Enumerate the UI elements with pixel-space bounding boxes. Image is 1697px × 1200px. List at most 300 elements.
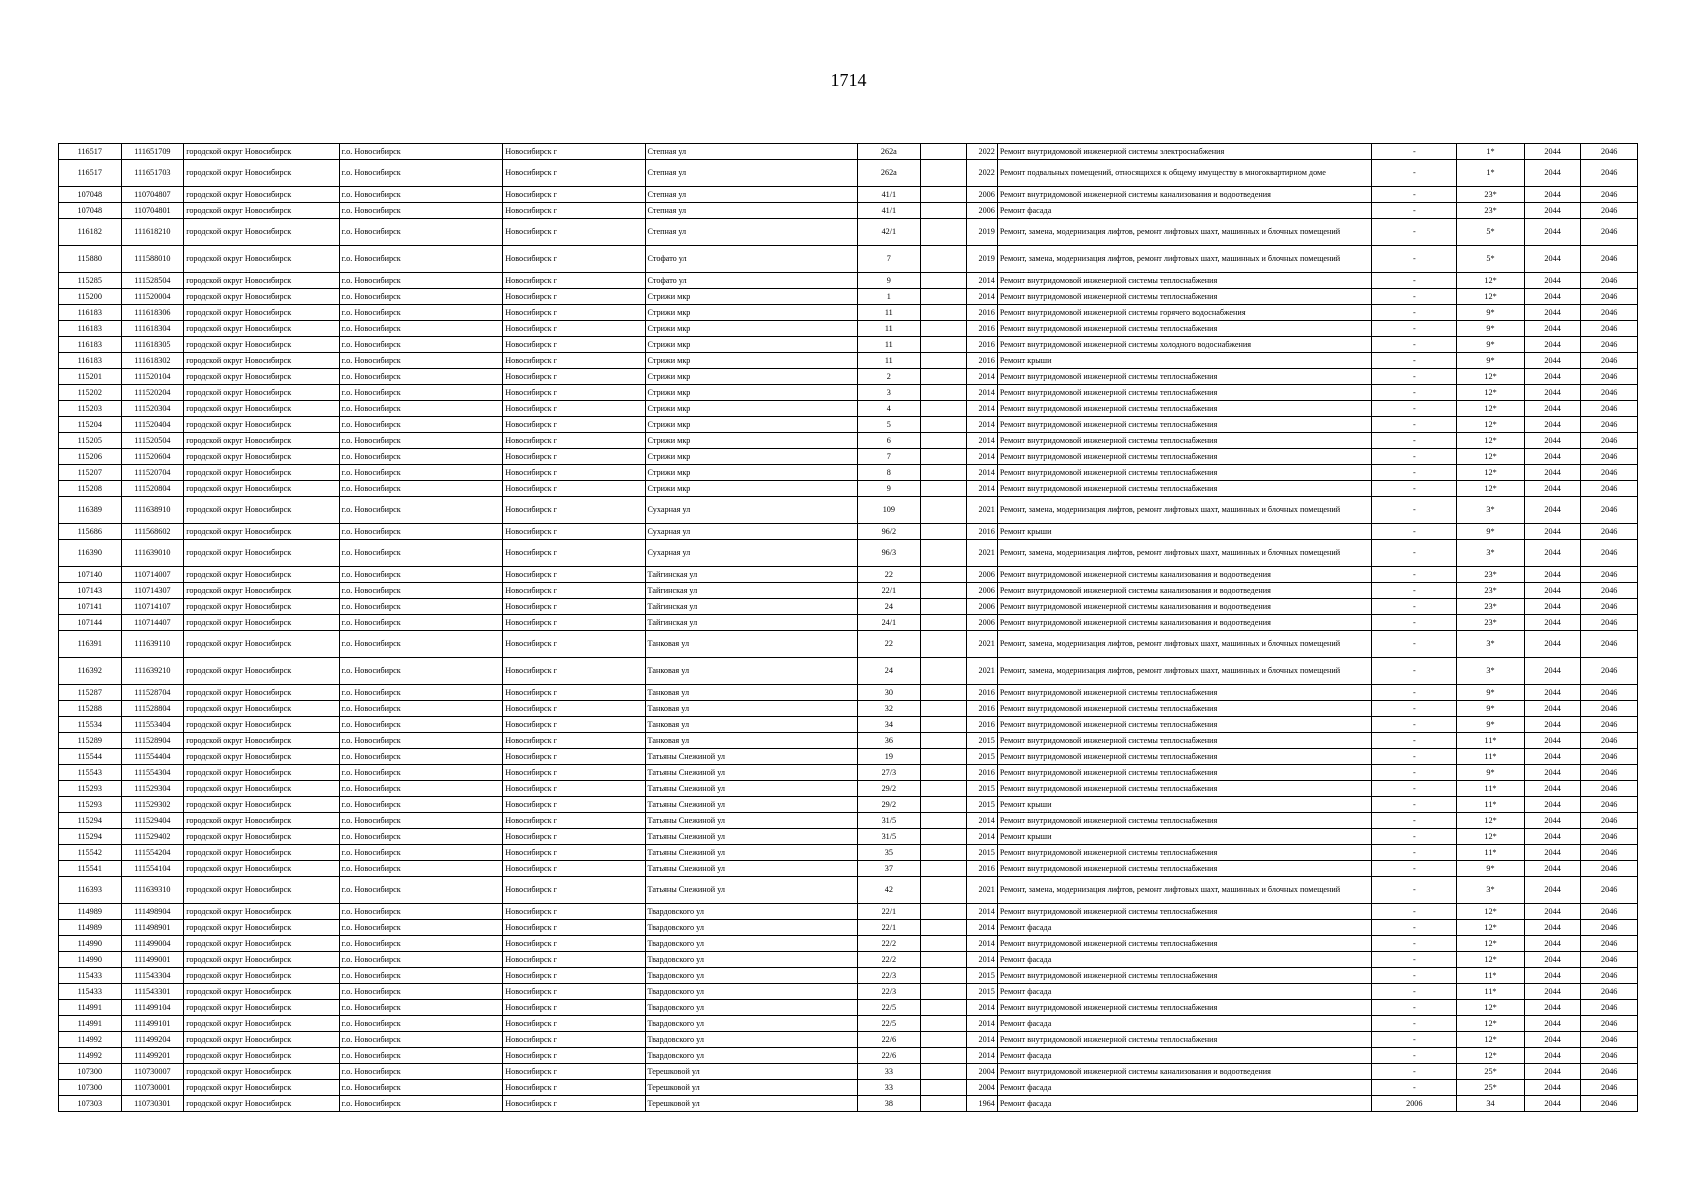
year-built-cell: 2015 [966,797,997,813]
building-cell [921,658,966,685]
house-id-cell: 115287 [59,685,122,701]
plan-year-start-cell: 2044 [1524,465,1581,481]
work-type-cell: Ремонт внутридомовой инженерной системы канализования и водоотведения [997,583,1372,599]
building-cell [921,701,966,717]
municipal-district-cell: городской округ Новосибирск [184,615,339,631]
municipality-cell: г.о. Новосибирск [339,861,503,877]
plan-year-end-cell: 2046 [1581,321,1638,337]
service-years-cell: 12* [1457,1048,1525,1064]
service-years-cell: 5* [1457,219,1525,246]
building-cell [921,144,966,160]
year-built-cell: 2004 [966,1064,997,1080]
municipality-cell: г.о. Новосибирск [339,1032,503,1048]
municipal-district-cell: городской округ Новосибирск [184,160,339,187]
plan-year-end-cell: 2046 [1581,289,1638,305]
work-type-cell: Ремонт внутридомовой инженерной системы теплоснабжения [997,273,1372,289]
house-id-cell: 115433 [59,968,122,984]
work-type-cell: Ремонт, замена, модернизация лифтов, ремонт лифтовых шахт, машинных и блочных помещений [997,631,1372,658]
last-repair-year-cell: - [1372,829,1457,845]
year-built-cell: 2014 [966,433,997,449]
work-type-cell: Ремонт внутридомовой инженерной системы канализования и водоотведения [997,1064,1372,1080]
last-repair-year-cell: - [1372,685,1457,701]
last-repair-year-cell: - [1372,1064,1457,1080]
year-built-cell: 2015 [966,845,997,861]
work-type-cell: Ремонт внутридомовой инженерной системы канализования и водоотведения [997,567,1372,583]
plan-year-end-cell: 2046 [1581,160,1638,187]
work-type-cell: Ремонт фасада [997,1096,1372,1112]
municipality-cell: г.о. Новосибирск [339,829,503,845]
house-number-cell: 9 [857,481,921,497]
item-code-cell: 111639210 [121,658,184,685]
municipality-cell: г.о. Новосибирск [339,749,503,765]
plan-year-start-cell: 2044 [1524,615,1581,631]
building-cell [921,1096,966,1112]
item-code-cell: 111520004 [121,289,184,305]
building-cell [921,877,966,904]
service-years-cell: 12* [1457,385,1525,401]
house-id-cell: 116183 [59,337,122,353]
building-cell [921,829,966,845]
item-code-cell: 111499201 [121,1048,184,1064]
street-cell: Стрижи мкр [645,321,857,337]
municipality-cell: г.о. Новосибирск [339,321,503,337]
service-years-cell: 12* [1457,952,1525,968]
building-cell [921,433,966,449]
house-id-cell: 116517 [59,144,122,160]
table-row [59,321,1638,337]
locality-cell: Новосибирск г [503,984,645,1000]
item-code-cell: 111528904 [121,733,184,749]
municipal-district-cell: городской округ Новосибирск [184,187,339,203]
work-type-cell: Ремонт внутридомовой инженерной системы теплоснабжения [997,968,1372,984]
street-cell: Твардовского ул [645,1016,857,1032]
year-built-cell: 2019 [966,219,997,246]
building-cell [921,904,966,920]
building-cell [921,1048,966,1064]
plan-year-end-cell: 2046 [1581,877,1638,904]
plan-year-end-cell: 2046 [1581,685,1638,701]
house-id-cell: 107048 [59,187,122,203]
work-type-cell: Ремонт внутридомовой инженерной системы канализования и водоотведения [997,615,1372,631]
building-cell [921,449,966,465]
locality-cell: Новосибирск г [503,385,645,401]
municipal-district-cell: городской округ Новосибирск [184,984,339,1000]
street-cell: Татьяны Снежиной ул [645,861,857,877]
house-number-cell: 22/2 [857,952,921,968]
municipal-district-cell: городской округ Новосибирск [184,449,339,465]
municipal-district-cell: городской округ Новосибирск [184,289,339,305]
year-built-cell: 2016 [966,765,997,781]
item-code-cell: 111520504 [121,433,184,449]
plan-year-start-cell: 2044 [1524,658,1581,685]
plan-year-start-cell: 2044 [1524,433,1581,449]
house-id-cell: 115880 [59,246,122,273]
locality-cell: Новосибирск г [503,1016,645,1032]
municipality-cell: г.о. Новосибирск [339,401,503,417]
municipal-district-cell: городской округ Новосибирск [184,1032,339,1048]
service-years-cell: 23* [1457,567,1525,583]
house-id-cell: 115285 [59,273,122,289]
plan-year-end-cell: 2046 [1581,1080,1638,1096]
municipal-district-cell: городской округ Новосибирск [184,385,339,401]
municipality-cell: г.о. Новосибирск [339,904,503,920]
service-years-cell: 25* [1457,1080,1525,1096]
table-row [59,781,1638,797]
municipality-cell: г.о. Новосибирск [339,540,503,567]
plan-year-end-cell: 2046 [1581,219,1638,246]
municipal-district-cell: городской округ Новосибирск [184,829,339,845]
service-years-cell: 9* [1457,765,1525,781]
municipality-cell: г.о. Новосибирск [339,481,503,497]
table-row [59,465,1638,481]
locality-cell: Новосибирск г [503,497,645,524]
item-code-cell: 111543301 [121,984,184,1000]
street-cell: Сухарная ул [645,497,857,524]
plan-year-start-cell: 2044 [1524,1000,1581,1016]
work-type-cell: Ремонт внутридомовой инженерной системы теплоснабжения [997,321,1372,337]
plan-year-end-cell: 2046 [1581,631,1638,658]
last-repair-year-cell: - [1372,1032,1457,1048]
table-row [59,599,1638,615]
house-number-cell: 7 [857,449,921,465]
locality-cell: Новосибирск г [503,1048,645,1064]
plan-year-end-cell: 2046 [1581,481,1638,497]
year-built-cell: 2014 [966,465,997,481]
municipal-district-cell: городской округ Новосибирск [184,861,339,877]
last-repair-year-cell: - [1372,615,1457,631]
plan-year-end-cell: 2046 [1581,615,1638,631]
year-built-cell: 2021 [966,658,997,685]
house-number-cell: 96/2 [857,524,921,540]
plan-year-start-cell: 2044 [1524,497,1581,524]
service-years-cell: 12* [1457,289,1525,305]
locality-cell: Новосибирск г [503,1064,645,1080]
year-built-cell: 2022 [966,160,997,187]
item-code-cell: 110730301 [121,1096,184,1112]
street-cell: Тайгинская ул [645,567,857,583]
locality-cell: Новосибирск г [503,353,645,369]
house-number-cell: 11 [857,353,921,369]
service-years-cell: 9* [1457,701,1525,717]
plan-year-end-cell: 2046 [1581,952,1638,968]
house-id-cell: 115207 [59,465,122,481]
year-built-cell: 2014 [966,289,997,305]
work-type-cell: Ремонт, замена, модернизация лифтов, ремонт лифтовых шахт, машинных и блочных помещений [997,497,1372,524]
year-built-cell: 2021 [966,540,997,567]
year-built-cell: 2021 [966,877,997,904]
municipality-cell: г.о. Новосибирск [339,1048,503,1064]
municipal-district-cell: городской округ Новосибирск [184,353,339,369]
plan-year-end-cell: 2046 [1581,583,1638,599]
house-number-cell: 262а [857,144,921,160]
street-cell: Терешковой ул [645,1096,857,1112]
plan-year-end-cell: 2046 [1581,936,1638,952]
plan-year-end-cell: 2046 [1581,813,1638,829]
work-type-cell: Ремонт внутридомовой инженерной системы электроснабжения [997,144,1372,160]
item-code-cell: 111554204 [121,845,184,861]
street-cell: Татьяны Снежиной ул [645,829,857,845]
table-row [59,497,1638,524]
building-cell [921,765,966,781]
work-type-cell: Ремонт фасада [997,1080,1372,1096]
building-cell [921,289,966,305]
item-code-cell: 111529304 [121,781,184,797]
table-row [59,273,1638,289]
plan-year-start-cell: 2044 [1524,203,1581,219]
municipality-cell: г.о. Новосибирск [339,717,503,733]
house-number-cell: 38 [857,1096,921,1112]
municipality-cell: г.о. Новосибирск [339,524,503,540]
municipality-cell: г.о. Новосибирск [339,497,503,524]
plan-year-end-cell: 2046 [1581,1016,1638,1032]
item-code-cell: 111554404 [121,749,184,765]
plan-year-end-cell: 2046 [1581,701,1638,717]
service-years-cell: 12* [1457,1000,1525,1016]
street-cell: Твардовского ул [645,968,857,984]
municipality-cell: г.о. Новосибирск [339,246,503,273]
locality-cell: Новосибирск г [503,203,645,219]
house-number-cell: 36 [857,733,921,749]
item-code-cell: 111651709 [121,144,184,160]
last-repair-year-cell: - [1372,524,1457,540]
street-cell: Твардовского ул [645,1032,857,1048]
year-built-cell: 2016 [966,685,997,701]
street-cell: Сухарная ул [645,540,857,567]
work-type-cell: Ремонт фасада [997,920,1372,936]
municipality-cell: г.о. Новосибирск [339,289,503,305]
building-cell [921,465,966,481]
item-code-cell: 111499004 [121,936,184,952]
street-cell: Твардовского ул [645,920,857,936]
plan-year-end-cell: 2046 [1581,246,1638,273]
municipality-cell: г.о. Новосибирск [339,369,503,385]
house-id-cell: 114989 [59,920,122,936]
table-row [59,289,1638,305]
building-cell [921,273,966,289]
item-code-cell: 111553404 [121,717,184,733]
municipal-district-cell: городской округ Новосибирск [184,749,339,765]
house-number-cell: 24 [857,658,921,685]
locality-cell: Новосибирск г [503,733,645,749]
street-cell: Татьяны Снежиной ул [645,749,857,765]
table-row [59,765,1638,781]
municipal-district-cell: городской округ Новосибирск [184,813,339,829]
plan-year-start-cell: 2044 [1524,685,1581,701]
table-row [59,733,1638,749]
municipal-district-cell: городской округ Новосибирск [184,219,339,246]
service-years-cell: 12* [1457,481,1525,497]
building-cell [921,203,966,219]
plan-year-start-cell: 2044 [1524,1016,1581,1032]
last-repair-year-cell: - [1372,631,1457,658]
locality-cell: Новосибирск г [503,845,645,861]
year-built-cell: 2014 [966,385,997,401]
house-number-cell: 29/2 [857,781,921,797]
item-code-cell: 111520604 [121,449,184,465]
work-type-cell: Ремонт внутридомовой инженерной системы теплоснабжения [997,289,1372,305]
building-cell [921,401,966,417]
municipal-district-cell: городской округ Новосибирск [184,685,339,701]
municipal-district-cell: городской округ Новосибирск [184,1080,339,1096]
service-years-cell: 23* [1457,583,1525,599]
year-built-cell: 2015 [966,968,997,984]
last-repair-year-cell: - [1372,401,1457,417]
plan-year-start-cell: 2044 [1524,845,1581,861]
work-type-cell: Ремонт внутридомовой инженерной системы теплоснабжения [997,449,1372,465]
house-number-cell: 22/6 [857,1032,921,1048]
plan-year-end-cell: 2046 [1581,658,1638,685]
last-repair-year-cell: - [1372,984,1457,1000]
plan-year-start-cell: 2044 [1524,733,1581,749]
item-code-cell: 111618210 [121,219,184,246]
table-row [59,567,1638,583]
last-repair-year-cell: - [1372,1016,1457,1032]
plan-year-start-cell: 2044 [1524,321,1581,337]
municipality-cell: г.о. Новосибирск [339,631,503,658]
municipal-district-cell: городской округ Новосибирск [184,273,339,289]
year-built-cell: 2015 [966,749,997,765]
table-row [59,1080,1638,1096]
table-row [59,1048,1638,1064]
house-id-cell: 115289 [59,733,122,749]
house-number-cell: 109 [857,497,921,524]
house-id-cell: 115205 [59,433,122,449]
plan-year-start-cell: 2044 [1524,401,1581,417]
house-number-cell: 24 [857,599,921,615]
house-number-cell: 22 [857,631,921,658]
work-type-cell: Ремонт внутридомовой инженерной системы теплоснабжения [997,749,1372,765]
plan-year-end-cell: 2046 [1581,1032,1638,1048]
house-number-cell: 22/2 [857,936,921,952]
house-id-cell: 115206 [59,449,122,465]
municipal-district-cell: городской округ Новосибирск [184,369,339,385]
service-years-cell: 12* [1457,920,1525,936]
house-number-cell: 22/6 [857,1048,921,1064]
plan-year-start-cell: 2044 [1524,353,1581,369]
municipal-district-cell: городской округ Новосибирск [184,765,339,781]
service-years-cell: 9* [1457,524,1525,540]
year-built-cell: 2021 [966,497,997,524]
municipal-district-cell: городской округ Новосибирск [184,845,339,861]
service-years-cell: 12* [1457,904,1525,920]
municipal-district-cell: городской округ Новосибирск [184,797,339,813]
house-id-cell: 114992 [59,1048,122,1064]
municipality-cell: г.о. Новосибирск [339,765,503,781]
item-code-cell: 110730007 [121,1064,184,1080]
year-built-cell: 2015 [966,733,997,749]
street-cell: Твардовского ул [645,1000,857,1016]
street-cell: Стрижи мкр [645,353,857,369]
building-cell [921,583,966,599]
table-row [59,968,1638,984]
house-id-cell: 115544 [59,749,122,765]
service-years-cell: 9* [1457,685,1525,701]
plan-year-end-cell: 2046 [1581,273,1638,289]
work-type-cell: Ремонт внутридомовой инженерной системы теплоснабжения [997,1032,1372,1048]
house-number-cell: 22/1 [857,583,921,599]
work-type-cell: Ремонт подвальных помещений, относящихся к общему имуществу в многоквартирном доме [997,160,1372,187]
plan-year-start-cell: 2044 [1524,829,1581,845]
municipal-district-cell: городской округ Новосибирск [184,1064,339,1080]
item-code-cell: 110704807 [121,187,184,203]
building-cell [921,305,966,321]
plan-year-start-cell: 2044 [1524,289,1581,305]
house-number-cell: 11 [857,305,921,321]
plan-year-end-cell: 2046 [1581,144,1638,160]
locality-cell: Новосибирск г [503,540,645,567]
street-cell: Терешковой ул [645,1064,857,1080]
last-repair-year-cell: - [1372,877,1457,904]
plan-year-start-cell: 2044 [1524,904,1581,920]
plan-year-end-cell: 2046 [1581,797,1638,813]
locality-cell: Новосибирск г [503,321,645,337]
plan-year-end-cell: 2046 [1581,567,1638,583]
municipal-district-cell: городской округ Новосибирск [184,465,339,481]
locality-cell: Новосибирск г [503,289,645,305]
locality-cell: Новосибирск г [503,1096,645,1112]
street-cell: Татьяны Снежиной ул [645,797,857,813]
table-row [59,845,1638,861]
locality-cell: Новосибирск г [503,813,645,829]
house-id-cell: 115293 [59,781,122,797]
last-repair-year-cell: - [1372,765,1457,781]
year-built-cell: 2006 [966,615,997,631]
house-id-cell: 115202 [59,385,122,401]
house-id-cell: 116391 [59,631,122,658]
plan-year-end-cell: 2046 [1581,968,1638,984]
locality-cell: Новосибирск г [503,952,645,968]
locality-cell: Новосибирск г [503,524,645,540]
building-cell [921,369,966,385]
year-built-cell: 2004 [966,1080,997,1096]
service-years-cell: 1* [1457,144,1525,160]
house-number-cell: 1 [857,289,921,305]
municipal-district-cell: городской округ Новосибирск [184,305,339,321]
year-built-cell: 2014 [966,1016,997,1032]
year-built-cell: 2021 [966,631,997,658]
municipality-cell: г.о. Новосибирск [339,952,503,968]
plan-year-end-cell: 2046 [1581,829,1638,845]
municipality-cell: г.о. Новосибирск [339,685,503,701]
locality-cell: Новосибирск г [503,765,645,781]
table-row [59,385,1638,401]
year-built-cell: 2014 [966,920,997,936]
last-repair-year-cell: - [1372,203,1457,219]
item-code-cell: 111520804 [121,481,184,497]
building-cell [921,1064,966,1080]
house-number-cell: 24/1 [857,615,921,631]
building-cell [921,781,966,797]
work-type-cell: Ремонт внутридомовой инженерной системы теплоснабжения [997,765,1372,781]
table-row [59,1016,1638,1032]
municipality-cell: г.о. Новосибирск [339,337,503,353]
locality-cell: Новосибирск г [503,187,645,203]
work-type-cell: Ремонт внутридомовой инженерной системы теплоснабжения [997,717,1372,733]
locality-cell: Новосибирск г [503,701,645,717]
last-repair-year-cell: - [1372,920,1457,936]
item-code-cell: 111543304 [121,968,184,984]
item-code-cell: 111529404 [121,813,184,829]
building-cell [921,187,966,203]
last-repair-year-cell: - [1372,305,1457,321]
item-code-cell: 110714107 [121,599,184,615]
year-built-cell: 2016 [966,524,997,540]
house-number-cell: 37 [857,861,921,877]
locality-cell: Новосибирск г [503,465,645,481]
plan-year-start-cell: 2044 [1524,273,1581,289]
house-id-cell: 116390 [59,540,122,567]
table-row [59,701,1638,717]
